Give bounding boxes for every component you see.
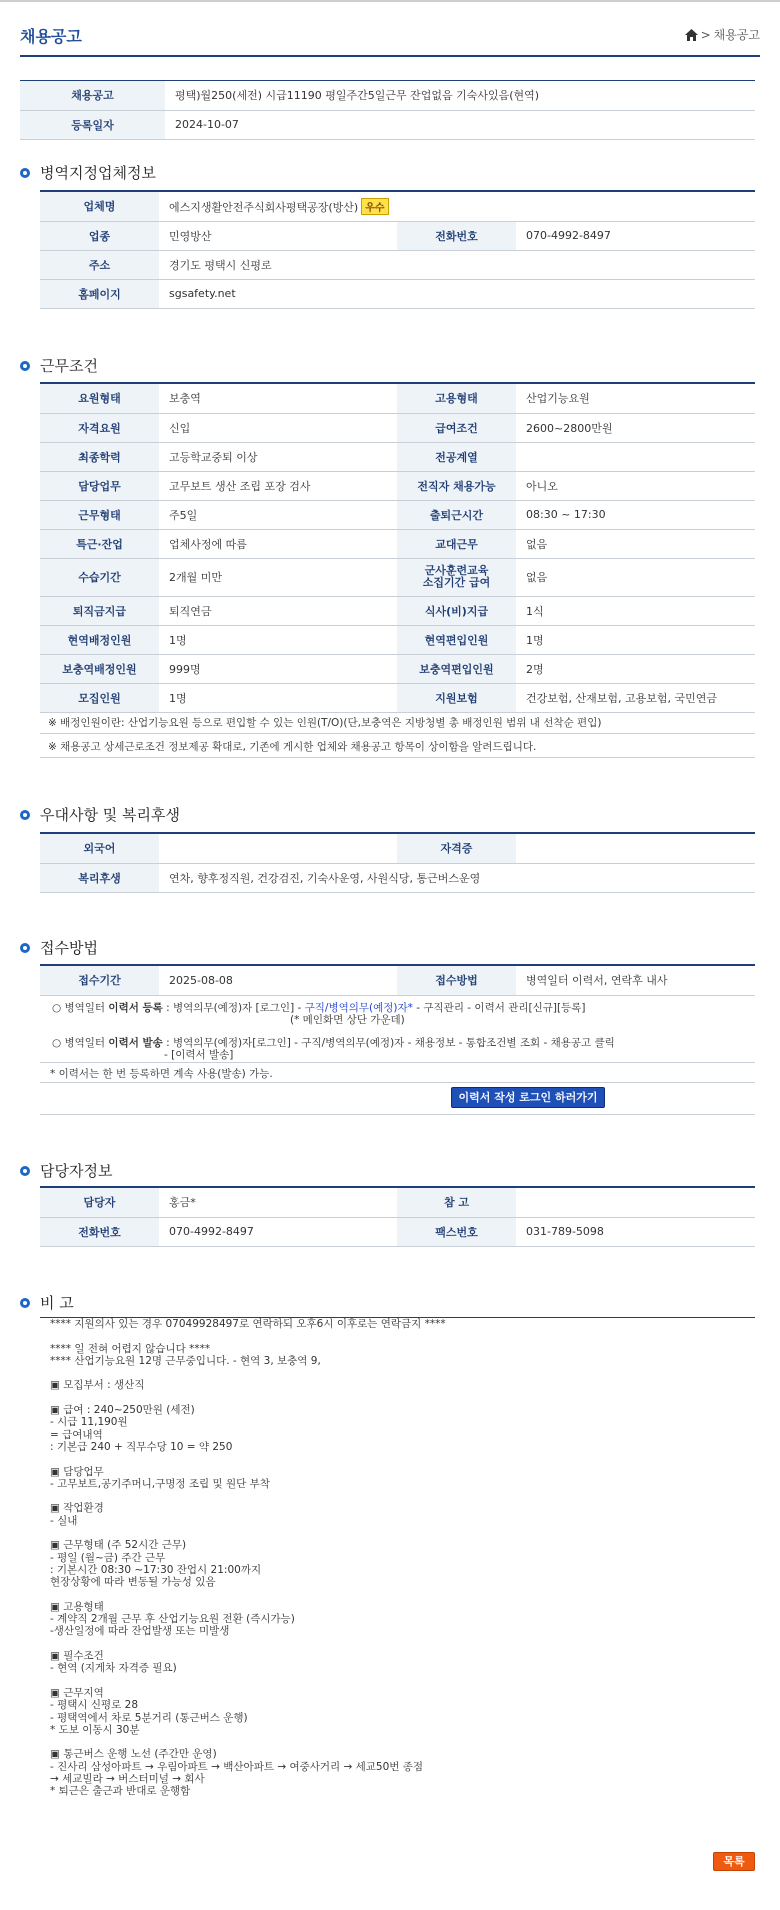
work-value: 보충역 [159,384,397,413]
reg-date-label: 등록일자 [20,110,165,139]
table-row [40,250,755,279]
fax-label: 팩스번호 [397,1217,516,1246]
reference-value [516,1188,755,1217]
company-name-label: 업체명 [40,192,159,221]
work-value: 신입 [159,413,397,442]
work-value: 2600~2800만원 [516,413,755,442]
reference-label: 참 고 [397,1188,516,1217]
work-label: 전공계열 [397,442,516,471]
apply-table [40,964,755,996]
work-value [516,442,755,471]
work-label: 자격요원 [40,413,159,442]
table-row [40,558,755,596]
bullet-icon [20,361,30,371]
apply-method-value: 병역일터 이력서, 연락후 내사 [516,966,755,995]
benefit-label: 복리후생 [40,863,159,892]
section-title-contact [20,1160,112,1181]
work-label: 고용형태 [397,384,516,413]
table-row [40,654,755,683]
work-label: 보충역편입인원 [397,654,516,683]
bullet-icon [20,1298,30,1308]
resume-login-button[interactable]: 이력서 작성 로그인 하러가기 [451,1087,605,1108]
text: 병역일터 [64,1037,109,1049]
work-label: 식사(비)지급 [397,596,516,625]
work-value: 2개월 미만 [159,558,397,596]
section-title-text: 비 고 [40,1294,74,1312]
apply-period-value: 2025-08-08 [159,966,397,995]
text: 병역일터 [64,1002,109,1014]
page-title: 채용공고 [20,27,82,46]
work-label: 교대근무 [397,529,516,558]
section-title-welfare [20,804,180,825]
work-value: 1명 [159,625,397,654]
work-label: 지원보험 [397,683,516,712]
work-value: 1명 [516,625,755,654]
table-row [40,683,755,712]
industry-label: 업종 [40,221,159,250]
text: : 병역의무(예정)자 [로그인] - [162,1002,305,1014]
certificate-label: 자격증 [397,834,516,863]
bullet-icon [20,168,30,178]
table-row [20,81,755,110]
table-row [40,834,755,863]
work-value: 아니오 [516,471,755,500]
fax-value: 031-789-5098 [516,1217,755,1246]
work-label: 최종학력 [40,442,159,471]
home-icon[interactable] [685,29,698,41]
section-title-text: 병역지정업체정보 [40,164,156,182]
resume-register-instruction: ○ 병역일터 이력서 등록 : 병역의무(예정)자 [로그인] - 구직/병역의무(예정)자* - 구직관리 - 이력서 관리[신규][등록] [52,1002,586,1014]
homepage-label: 홈페이지 [40,279,159,308]
work-value: 2명 [516,654,755,683]
divider [40,1062,755,1063]
work-value: 고무보트 생산 조립 포장 검사 [159,471,397,500]
work-value: 업체사정에 따름 [159,529,397,558]
work-value: 1식 [516,596,755,625]
phone-label: 전화번호 [397,221,516,250]
table-row [20,110,755,139]
work-label: 급여조건 [397,413,516,442]
table-row [40,500,755,529]
register-hint: (* 메인화면 상단 가운데) [290,1014,405,1026]
work-label: 전직자 채용가능 [397,471,516,500]
resume-send-instruction: ○ 병역일터 이력서 발송 : 병역의무(예정)자[로그인] - 구직/병역의무(예정)자 - 채용정보 - 통합조건별 조회 - 채용공고 클릭 [52,1037,615,1049]
work-label: 모집인원 [40,683,159,712]
contact-phone-value: 070-4992-8497 [159,1217,397,1246]
apply-method-label: 접수방법 [397,966,516,995]
work-value: 퇴직연금 [159,596,397,625]
table-row [40,863,755,892]
work-label: 요원형태 [40,384,159,413]
work-label: 출퇴근시간 [397,500,516,529]
table-row [40,221,755,250]
section-title-text: 접수방법 [40,939,98,957]
text: 이력서 발송 [108,1037,163,1049]
work-value: 999명 [159,654,397,683]
contact-table [40,1186,755,1247]
breadcrumb-separator: > [700,27,711,42]
welfare-table [40,832,755,893]
industry-value: 민영방산 [159,221,397,250]
address-label: 주소 [40,250,159,279]
job-title-value: 평택)월250(세전) 시급11190 평일주간5일근무 잔업없음 기숙사있음(현역) [165,81,755,110]
language-value [159,834,397,863]
text: 이력서 등록 [108,1002,163,1014]
person-value: 홍금* [159,1188,397,1217]
address-value: 경기도 평택시 신평로 [159,250,755,279]
company-name-cell [159,192,755,221]
table-row [40,442,755,471]
job-seeker-link[interactable]: 구직/병역의무(예정)자* [304,1002,413,1014]
table-row [40,384,755,413]
bullet-icon [20,943,30,953]
divider [40,1114,755,1115]
work-value: 산업기능요원 [516,384,755,413]
divider [40,1082,755,1083]
list-button[interactable]: 목록 [713,1852,755,1871]
work-label: 보충역배정인원 [40,654,159,683]
table-row [40,471,755,500]
work-label: 현역배정인원 [40,625,159,654]
table-row [40,966,755,995]
table-row [40,596,755,625]
resume-note: * 이력서는 한 번 등록하면 계속 사용(발송) 가능. [50,1068,273,1080]
certificate-value [516,834,755,863]
work-label: 현역편입인원 [397,625,516,654]
work-label: 수습기간 [40,558,159,596]
apply-period-label: 접수기간 [40,966,159,995]
breadcrumb-current: 채용공고 [713,28,760,42]
contact-phone-label: 전화번호 [40,1217,159,1246]
section-title-text: 담당자정보 [40,1162,113,1180]
table-row [40,625,755,654]
work-value: 건강보험, 산재보험, 고용보험, 국민연금 [516,683,755,712]
homepage-link[interactable]: sgsafety.net [159,279,755,308]
send-hint: - [이력서 발송] [164,1049,234,1061]
page-header [20,2,760,57]
table-row [40,192,755,221]
bullet-icon [20,1166,30,1176]
work-value: 고등학교중퇴 이상 [159,442,397,471]
table-row [40,1188,755,1217]
work-conditions-table [40,382,755,713]
section-title-company [20,162,156,183]
text: - 구직관리 - 이력서 관리[신규][등록] [412,1002,586,1014]
work-value: 1명 [159,683,397,712]
work-label: 담당업무 [40,471,159,500]
table-row [40,1217,755,1246]
work-label: 근무형태 [40,500,159,529]
assignment-note: ※ 배정인원이란: 산업기능요원 등으로 편입할 수 있는 인원(T/O)(단,보충역은 지방청별 총 배정인원 범위 내 선착순 편입) [48,717,602,729]
work-value: 주5일 [159,500,397,529]
section-title-work [20,355,98,376]
work-label: 특근·잔업 [40,529,159,558]
breadcrumb [685,26,760,43]
company-table [40,190,755,309]
reg-date-value: 2024-10-07 [165,110,755,139]
job-summary-table [20,80,755,140]
excellent-badge: 우수 [361,198,388,215]
person-label: 담당자 [40,1188,159,1217]
work-value: 없음 [516,558,755,596]
text: : 병역의무(예정)자[로그인] - 구직/병역의무(예정)자 - 채용정보 - 통합조건별 조회 - 채용공고 클릭 [162,1037,615,1049]
divider [40,733,755,734]
work-value: 08:30 ~ 17:30 [516,500,755,529]
company-name: 에스지생활안전주식회사평택공장(방산) [169,200,359,214]
conditions-note: ※ 채용공고 상세근로조건 정보제공 확대로, 기존에 게시한 업체와 채용공고 항목이 상이함을 알려드립니다. [48,741,537,753]
table-row [40,413,755,442]
work-value: 없음 [516,529,755,558]
section-title-text: 우대사항 및 복리후생 [40,806,180,824]
table-row [40,529,755,558]
table-row [40,279,755,308]
work-label: 퇴직금지급 [40,596,159,625]
benefit-value: 연차, 향후정직원, 건강검진, 기숙사운영, 사원식당, 통근버스운영 [159,863,755,892]
remarks-text: **** 지원의사 있는 경우 07049928497로 연락하되 오후6시 이후로는 연락금지 **** **** 일 전혀 어렵지 않습니다 **** **** 산업기능요원 12명 근무중입니다. - 현역 3, 보충역 9, ▣ 모집부서 : 생산직 ▣ 급여 : 240~250만원 (세전) - 시급 11,190원 = 급여내역 : 기본급 240 + 직무수당 10 = 약 250 ▣ 담당업무 - 고무보트,공기주머니,구명정 조립 및 원단 부착 ▣ 작업환경 - 실내 ▣ 근무형태 (주 52시간 근무) - 평일 (월~금) 주간 근무 : 기본시간 08:30 ~17:30 잔업시 21:00까지 현장상황에 따라 변동될 가능성 있음 ▣ 고용형태 - 계약직 2개월 근무 후 산업기능요원 전환 (즉시가능) -생산일정에 따라 잔업발생 또는 미발생 ▣ 필수조건 - 현역 (지게차 자격증 필요) ▣ 근무지역 - 평택시 신평로 28 - 평택역에서 차로 5분거리 (통근버스 운행) * 도보 이동시 30분 ▣ 통근버스 운행 노선 (주간만 운영) - 진사리 삼성아파트 → 우림아파트 → 백산아파트 → 여중사거리 → 세교50번 종점 → 세교빌라 → 버스터미널 → 회사 * 퇴근은 출근과 반대로 운행함 [50,1318,446,1798]
work-label: 군사훈련교육 소집기간 급여 [397,558,516,596]
section-title-remarks [20,1292,74,1313]
phone-value: 070-4992-8497 [516,221,755,250]
job-title-label: 채용공고 [20,81,165,110]
section-title-apply [20,937,98,958]
divider [40,757,755,758]
section-title-text: 근무조건 [40,357,98,375]
language-label: 외국어 [40,834,159,863]
bullet-icon [20,810,30,820]
